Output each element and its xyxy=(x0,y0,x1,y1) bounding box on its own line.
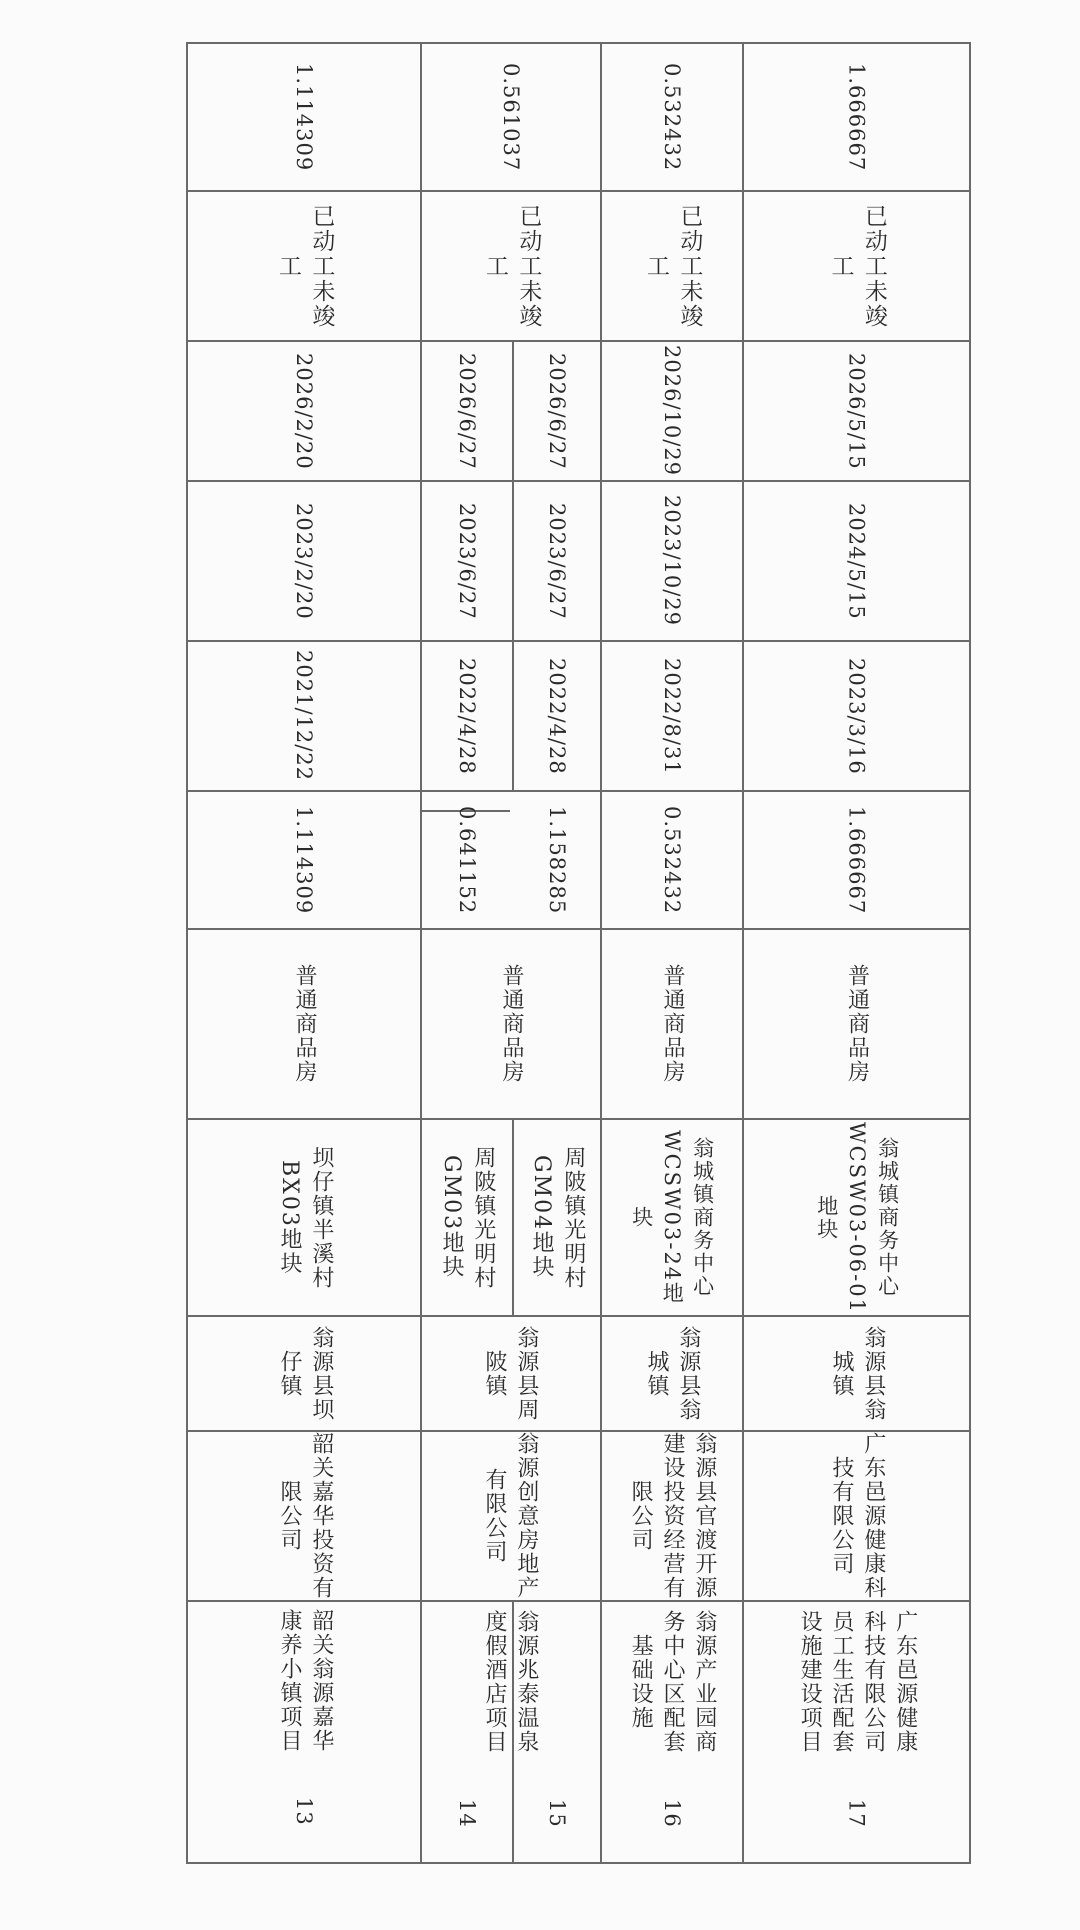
row-17-total-area: 1.666667 xyxy=(844,62,869,172)
row-14-plot: 周陂镇光明村GM03地块 xyxy=(439,1145,496,1290)
row-15-end-date: 2026/6/27 xyxy=(545,352,570,470)
row-16-area: 0.532432 xyxy=(660,805,685,915)
row-14-area: 0.641152 xyxy=(455,805,480,915)
row-14-project: 翁源兆泰温泉度假酒店项目 xyxy=(482,1610,539,1754)
row-16-deal-date: 2022/8/31 xyxy=(660,657,685,775)
row-13-status: 已动工未竣工 xyxy=(275,203,335,329)
row-17-project: 广东邑源健康科技有限公司员工生活配套设施建设项目 xyxy=(797,1610,918,1754)
row-13-start-date: 2023/2/20 xyxy=(292,502,317,620)
row-15-plot: 周陂镇光明村GM04地块 xyxy=(529,1145,586,1290)
row-14-county: 翁源县周陂镇 xyxy=(482,1325,539,1422)
rule-bottom xyxy=(186,1862,971,1864)
row-17-start-date: 2024/5/15 xyxy=(844,502,869,620)
row-15-area: 1.158285 xyxy=(545,805,570,915)
row-16-total-area: 0.532432 xyxy=(660,62,685,172)
row-15-start-date: 2023/6/27 xyxy=(545,502,570,620)
row-13-plot: 坝仔镇半溪村BX03地块 xyxy=(277,1145,334,1290)
row-14-company: 翁源创意房地产有限公司 xyxy=(482,1432,539,1600)
row-14-total-area: 0.561037 xyxy=(499,62,524,172)
row-16-county: 翁源县翁城镇 xyxy=(644,1325,701,1422)
row-14-start-date: 2023/6/27 xyxy=(455,502,480,620)
row-13-end-date: 2026/2/20 xyxy=(292,352,317,470)
row-17-status: 已动工未竣工 xyxy=(827,203,887,329)
row-13-no: 13 xyxy=(292,1796,317,1826)
row-17-company: 广东邑源健康科技有限公司 xyxy=(829,1432,886,1600)
row-16-start-date: 2023/10/29 xyxy=(660,495,685,627)
row-16-project: 翁源产业园商务中心区配套基础设施 xyxy=(628,1610,717,1754)
row-17-no: 17 xyxy=(844,1798,869,1828)
row-13-area: 1.114309 xyxy=(292,805,317,915)
row-16-plot: 翁城镇商务中心WCSW03-24地块 xyxy=(629,1129,715,1306)
row-17-end-date: 2026/5/15 xyxy=(844,352,869,470)
row-13-county: 翁源县坝仔镇 xyxy=(277,1325,334,1422)
row-13-project: 韶关翁源嘉华康养小镇项目 xyxy=(277,1609,334,1753)
row-16-no: 16 xyxy=(660,1798,685,1828)
row-13-total-area: 1.114309 xyxy=(292,62,317,172)
row-15-no: 15 xyxy=(545,1798,570,1828)
row-17-county: 翁源县翁城镇 xyxy=(829,1325,886,1422)
row-17-deal-date: 2023/3/16 xyxy=(844,657,869,775)
row-14-end-date: 2026/6/27 xyxy=(455,352,480,470)
row-17-plot: 翁城镇商务中心WCSW03-06-01地块 xyxy=(814,1121,900,1314)
rule-right xyxy=(969,42,971,1864)
row-16-end-date: 2026/10/29 xyxy=(660,345,685,477)
row-16-usage: 普通商品房 xyxy=(659,964,685,1084)
row-17-area: 1.666667 xyxy=(844,805,869,915)
row-14-status: 已动工未竣工 xyxy=(482,203,542,329)
row-13-company: 韶关嘉华投资有限公司 xyxy=(277,1432,334,1600)
row-13-deal-date: 2021/12/22 xyxy=(292,650,317,782)
row-13-usage: 普通商品房 xyxy=(291,964,317,1084)
row-14-deal-date: 2022/4/28 xyxy=(455,657,480,775)
row-16-company: 翁源县官渡开源建设投资经营有限公司 xyxy=(628,1432,717,1600)
row-16-status: 已动工未竣工 xyxy=(643,203,703,329)
row-15-deal-date: 2022/4/28 xyxy=(545,657,570,775)
row-17-usage: 普通商品房 xyxy=(844,964,870,1084)
row-14-usage: 普通商品房 xyxy=(498,964,524,1084)
row-14-no: 14 xyxy=(455,1798,480,1828)
